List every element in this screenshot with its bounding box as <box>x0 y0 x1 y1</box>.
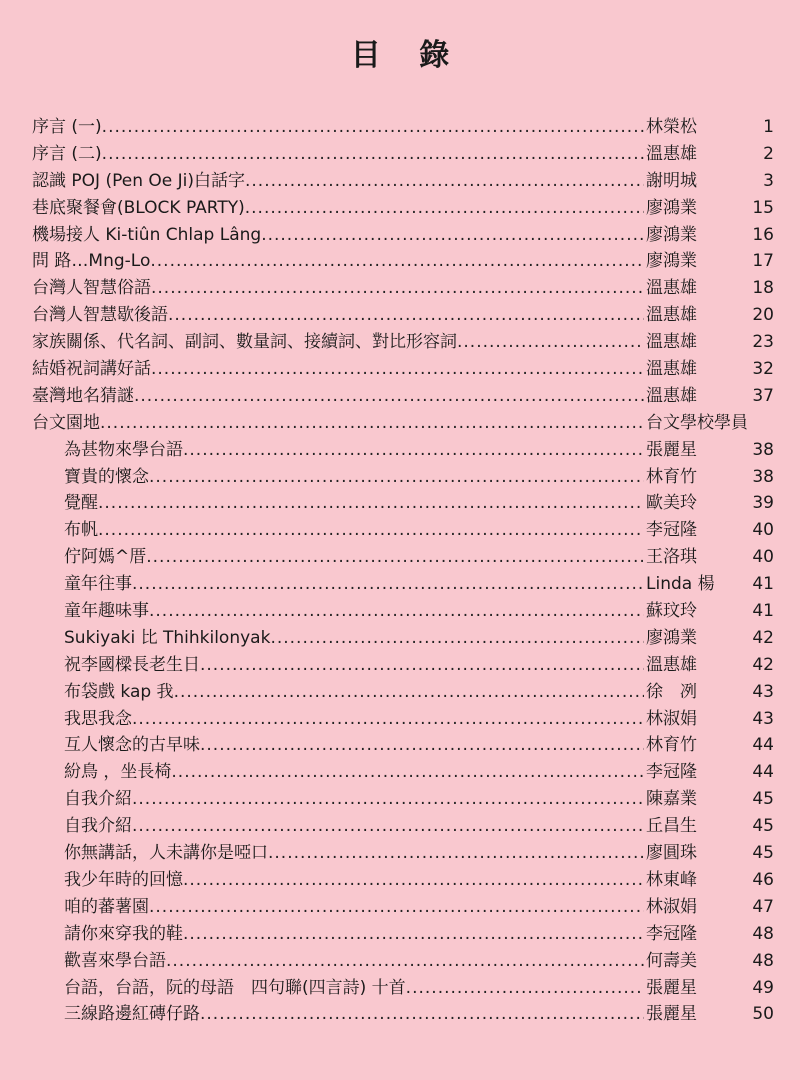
toc-entry-page-number: 43 <box>752 681 774 702</box>
toc-entry-author: 林東峰 <box>646 869 697 890</box>
toc-entry <box>0 275 800 302</box>
toc-entry-page-number: 23 <box>752 332 774 353</box>
dot-leader <box>98 490 644 517</box>
toc-entry-leader <box>64 867 644 894</box>
toc-entry <box>0 840 800 867</box>
dot-leader <box>151 356 644 383</box>
toc-entry <box>0 948 800 975</box>
toc-entry-title: 歡喜來學台語 <box>64 950 166 971</box>
toc-entry-page-number: 3 <box>763 170 774 191</box>
toc-entry-page-number: 50 <box>752 1004 774 1025</box>
toc-entry-leader <box>32 329 644 356</box>
toc-entry-page-number: 32 <box>752 359 774 380</box>
toc-entry-title: 布帆 <box>64 520 98 541</box>
toc-entry-title: 台灣人智慧俗語 <box>32 278 151 299</box>
toc-entry-author: 台文學校學員 <box>646 412 748 433</box>
toc-entry-author: 溫惠雄 <box>646 143 697 164</box>
toc-entry-leader <box>64 975 644 1002</box>
toc-entry-page-number: 47 <box>752 896 774 917</box>
toc-entry <box>0 437 800 464</box>
toc-entry-author: 王洛琪 <box>646 547 697 568</box>
toc-entry-title: 咱的蕃薯園 <box>64 896 149 917</box>
dot-leader <box>168 302 644 329</box>
toc-entry <box>0 759 800 786</box>
toc-entry-title: 童年趣味事 <box>64 601 149 622</box>
dot-leader <box>149 598 644 625</box>
toc-entry-page-number: 48 <box>752 950 774 971</box>
toc-entry-title: 結婚祝詞講好話 <box>32 359 151 380</box>
toc-entry-leader <box>32 248 644 275</box>
dot-leader <box>200 732 644 759</box>
toc-entry <box>0 921 800 948</box>
toc-entry-author: 陳嘉業 <box>646 789 697 810</box>
toc-entry-page-number: 39 <box>752 493 774 514</box>
toc-entry-leader <box>64 894 644 921</box>
toc-entry <box>0 356 800 383</box>
toc-entry <box>0 222 800 249</box>
toc-entry-author: 廖圓珠 <box>646 843 697 864</box>
toc-entry <box>0 141 800 168</box>
toc-entry <box>0 975 800 1002</box>
toc-entry-title: 你無講話，人未講你是啞口 <box>64 843 268 864</box>
toc-entry-author: 林榮松 <box>646 117 697 137</box>
dot-leader <box>149 464 644 491</box>
dot-leader <box>171 759 644 786</box>
toc-entry-page-number: 45 <box>752 789 774 810</box>
dot-leader <box>134 383 644 410</box>
toc-entry-page-number: 18 <box>752 278 774 299</box>
toc-entry <box>0 571 800 598</box>
toc-entry <box>0 464 800 491</box>
toc-entry-page-number: 40 <box>752 520 774 541</box>
toc-entry <box>0 706 800 733</box>
dot-leader <box>245 195 644 222</box>
toc-entry-title: 臺灣地名猜謎 <box>32 385 134 406</box>
toc-entry-page-number: 44 <box>752 735 774 756</box>
toc-entry-leader <box>32 275 644 302</box>
toc-entry-title: 覺醒 <box>64 493 98 514</box>
dot-leader <box>261 222 644 249</box>
dot-leader <box>146 544 644 571</box>
dot-leader <box>150 248 644 275</box>
dot-leader <box>183 437 644 464</box>
toc-entry <box>0 679 800 706</box>
toc-entry-author: 廖鴻業 <box>646 251 697 272</box>
toc-entry-page-number: 20 <box>752 305 774 326</box>
page-title: 目 錄 <box>350 38 464 73</box>
toc-entry <box>0 329 800 356</box>
toc-entry-page-number: 43 <box>752 708 774 729</box>
toc-entry-author: 溫惠雄 <box>646 305 697 326</box>
toc-entry-author: 李冠隆 <box>646 762 697 783</box>
dot-leader <box>98 517 644 544</box>
toc-entry-author: 蘇玟玲 <box>646 601 697 622</box>
toc-entry <box>0 383 800 410</box>
dot-leader <box>270 625 644 652</box>
toc-entry-page-number: 44 <box>752 762 774 783</box>
toc-entry-leader <box>32 141 644 168</box>
dot-leader <box>100 410 644 437</box>
toc-entry <box>0 248 800 275</box>
toc-entry-leader <box>64 598 644 625</box>
toc-entry-leader <box>64 813 644 840</box>
toc-entry-title: 自我介紹 <box>64 789 132 810</box>
toc-entry-author: 林淑娟 <box>646 708 697 729</box>
toc-entry-leader <box>64 625 644 652</box>
toc-entry-leader <box>64 759 644 786</box>
toc-entry-title: 布袋戲 kap 我 <box>64 681 174 702</box>
dot-leader <box>268 840 644 867</box>
toc-entry-title: 家族關係、代名詞、副詞、數量詞、接續詞、對比形容詞 <box>32 332 457 353</box>
toc-entry-title: 機場接人 Ki-tiûn Chlap Lâng <box>32 224 262 245</box>
toc-entry <box>0 598 800 625</box>
toc-entry-title: 互人懷念的古早味 <box>64 735 200 756</box>
dot-leader <box>102 141 644 168</box>
toc-entry-title: 台語，台語，阮的母語 四句聯(四言詩) 十首 <box>64 977 406 998</box>
toc-entry-author: 溫惠雄 <box>646 359 697 380</box>
toc-entry-author: 林育竹 <box>646 466 697 487</box>
toc-entry <box>0 517 800 544</box>
toc-entry <box>0 894 800 921</box>
toc-entry-author: 張麗星 <box>646 977 697 998</box>
toc-entry-author: 林淑娟 <box>646 896 697 917</box>
toc-entry-title: 序言 (一) <box>32 117 102 137</box>
dot-leader <box>174 679 644 706</box>
dot-leader <box>183 867 644 894</box>
toc-entry-title: 問 路…Mng-Lo <box>32 251 151 272</box>
toc-entry-page-number: 1 <box>763 117 774 137</box>
toc-entry <box>0 625 800 652</box>
toc-entry-title: 台灣人智慧歇後語 <box>32 305 168 326</box>
dot-leader <box>132 813 644 840</box>
toc-entry-title: 我少年時的回憶 <box>64 869 183 890</box>
toc-entry-author: 謝明城 <box>646 170 697 191</box>
toc-entry <box>0 544 800 571</box>
toc-entry-leader <box>32 410 644 437</box>
table-of-contents <box>0 114 800 1028</box>
toc-entry-leader <box>32 222 644 249</box>
toc-entry-leader <box>64 948 644 975</box>
toc-entry-page-number: 41 <box>752 601 774 622</box>
toc-entry-page-number: 37 <box>752 385 774 406</box>
toc-entry-author: 溫惠雄 <box>646 278 697 299</box>
toc-entry-leader <box>32 195 644 222</box>
toc-entry <box>0 732 800 759</box>
toc-entry-page-number: 48 <box>752 923 774 944</box>
dot-leader <box>132 786 644 813</box>
toc-entry <box>0 1001 800 1028</box>
toc-entry-page-number: 16 <box>752 224 774 245</box>
toc-entry-leader <box>64 786 644 813</box>
toc-entry-author: 廖鴻業 <box>646 197 697 218</box>
toc-entry-leader <box>64 840 644 867</box>
toc-entry-title: 認識 POJ (Pen Oe Ji)白話字 <box>32 170 245 191</box>
dot-leader <box>151 275 644 302</box>
dot-leader <box>457 329 644 356</box>
dot-leader <box>183 921 644 948</box>
toc-entry-leader <box>64 517 644 544</box>
toc-entry-title: 童年往事 <box>64 574 132 595</box>
toc-entry-leader <box>64 679 644 706</box>
toc-entry-leader <box>64 490 644 517</box>
dot-leader <box>200 652 644 679</box>
toc-entry-title: 紛鳥 ，坐長椅 <box>64 762 172 783</box>
toc-entry-page-number: 42 <box>752 627 774 648</box>
toc-entry-page-number: 40 <box>752 547 774 568</box>
toc-entry-leader <box>64 652 644 679</box>
toc-entry <box>0 302 800 329</box>
toc-entry-author: 溫惠雄 <box>646 385 697 406</box>
toc-entry-title: 巷底聚餐會(BLOCK PARTY) <box>32 197 245 218</box>
toc-entry-leader <box>32 168 644 195</box>
toc-entry <box>0 490 800 517</box>
toc-entry-leader <box>64 1001 644 1028</box>
toc-entry <box>0 410 800 437</box>
toc-entry-author: Linda 楊 <box>646 574 715 595</box>
toc-entry-title: 佇阿媽^厝 <box>64 547 147 568</box>
toc-entry-author: 張麗星 <box>646 439 697 460</box>
dot-leader <box>149 894 644 921</box>
toc-entry-leader <box>64 706 644 733</box>
toc-entry-author: 廖鴻業 <box>646 224 697 245</box>
toc-entry-page-number: 42 <box>752 654 774 675</box>
toc-entry-leader <box>32 383 644 410</box>
toc-entry-author: 何壽美 <box>646 950 697 971</box>
toc-entry-title: 自我介紹 <box>64 816 132 837</box>
toc-entry <box>0 114 800 141</box>
toc-entry-page-number: 46 <box>752 869 774 890</box>
dot-leader <box>132 706 644 733</box>
toc-entry-leader <box>32 114 644 141</box>
toc-entry-title: 序言 (二) <box>32 143 102 164</box>
toc-entry-leader <box>64 544 644 571</box>
toc-entry-leader <box>64 571 644 598</box>
dot-leader <box>245 168 644 195</box>
toc-entry-page-number: 41 <box>752 574 774 595</box>
toc-entry-author: 歐美玲 <box>646 493 697 514</box>
toc-entry-title: 台文園地 <box>32 412 100 433</box>
toc-entry-author: 徐 冽 <box>646 681 697 702</box>
dot-leader <box>406 975 644 1002</box>
toc-entry-leader <box>64 464 644 491</box>
toc-entry-title: 寶貴的懷念 <box>64 466 149 487</box>
toc-entry-title: 三線路邊紅磚仔路 <box>64 1004 200 1025</box>
toc-entry-title: Sukiyaki 比 Thihkilonyak <box>64 627 271 648</box>
toc-entry-author: 廖鴻業 <box>646 627 697 648</box>
toc-entry <box>0 168 800 195</box>
toc-entry-page-number: 17 <box>752 251 774 272</box>
toc-entry-author: 溫惠雄 <box>646 654 697 675</box>
toc-entry-author: 李冠隆 <box>646 923 697 944</box>
toc-entry-page-number: 38 <box>752 439 774 460</box>
toc-entry-page-number: 49 <box>752 977 774 998</box>
dot-leader <box>166 948 644 975</box>
toc-entry-title: 祝李國樑長老生日 <box>64 654 200 675</box>
toc-entry-title: 我思我念 <box>64 708 132 729</box>
toc-entry <box>0 652 800 679</box>
toc-entry-leader <box>64 921 644 948</box>
toc-entry-author: 張麗星 <box>646 1004 697 1025</box>
toc-entry <box>0 813 800 840</box>
toc-entry-title: 請你來穿我的鞋 <box>64 923 183 944</box>
toc-entry <box>0 786 800 813</box>
toc-entry-page-number: 45 <box>752 816 774 837</box>
toc-entry-leader <box>32 356 644 383</box>
toc-entry-title: 為甚物來學台語 <box>64 439 183 460</box>
toc-entry-leader <box>64 732 644 759</box>
dot-leader <box>102 114 644 141</box>
dot-leader <box>200 1001 644 1028</box>
toc-entry-author: 丘昌生 <box>646 816 697 837</box>
toc-entry-page-number: 15 <box>752 197 774 218</box>
toc-entry-leader <box>32 302 644 329</box>
toc-entry <box>0 195 800 222</box>
toc-entry-leader <box>64 437 644 464</box>
toc-entry-page-number: 45 <box>752 843 774 864</box>
toc-entry-author: 林育竹 <box>646 735 697 756</box>
toc-entry-page-number: 38 <box>752 466 774 487</box>
toc-entry-author: 李冠隆 <box>646 520 697 541</box>
toc-entry-author: 溫惠雄 <box>646 332 697 353</box>
dot-leader <box>132 571 644 598</box>
toc-entry-page-number: 2 <box>763 143 774 164</box>
toc-entry <box>0 867 800 894</box>
